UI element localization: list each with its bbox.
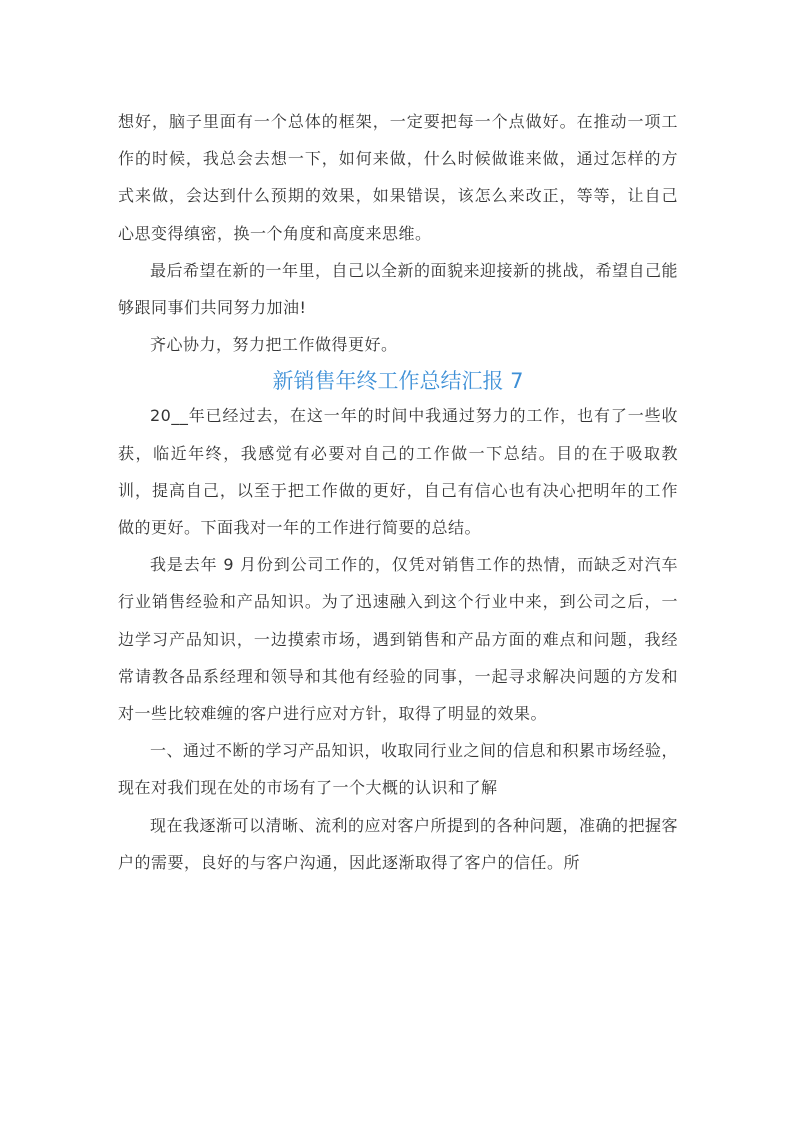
paragraph: 最后希望在新的一年里，自己以全新的面貌来迎接新的挑战，希望自己能够跟同事们共同努力加油!	[118, 260, 679, 318]
paragraph: 我是去年 9 月份到公司工作的，仅凭对销售工作的热情，而缺乏对汽车行业销售经验和产品知识。为了迅速融入到这个行业中来，到公司之后，一边学习产品知识，一边摸索市场，遇到销售和产品方面的难点和问题，我经常请教各品系经理和领导和其他有经验的同事，一起寻求解决问题的方发和对一些比较难缠的客户进行应对方针，取得了明显的效果。	[118, 555, 678, 724]
section-heading: 新销售年终工作总结汇报 7	[272, 369, 524, 394]
paragraph: 20__年已经过去，在这一年的时间中我通过努力的工作，也有了一些收获，临近年终，我感觉有必要对自己的工作做一下总结。目的在于吸取教训，提高自己，以至于把工作做的更好，自己有信心也有决心把明年的工作做的更好。下面我对一年的工作进行简要的总结。	[118, 406, 678, 538]
paragraph: 齐心协力，努力把工作做得更好。	[150, 335, 398, 355]
document-body	[118, 103, 678, 881]
paragraph: 现在我逐渐可以清晰、流利的应对客户所提到的各种问题，准确的把握客户的需要，良好的与客户沟通，因此逐渐取得了客户的信任。所	[118, 815, 679, 872]
paragraph: 想好，脑子里面有一个总体的框架，一定要把每一个点做好。在推动一项工作的时候，我总会去想一下，如何来做，什么时候做谁来做，通过怎样的方式来做，会达到什么预期的效果，如果错误，该怎么来改正，等等，让自己心思变得缜密，换一个角度和高度来思维。	[118, 112, 678, 243]
paragraph: 一、通过不断的学习产品知识，收取同行业之间的信息和积累市场经验，现在对我们现在处的市场有了一个大概的认识和了解	[118, 741, 679, 798]
